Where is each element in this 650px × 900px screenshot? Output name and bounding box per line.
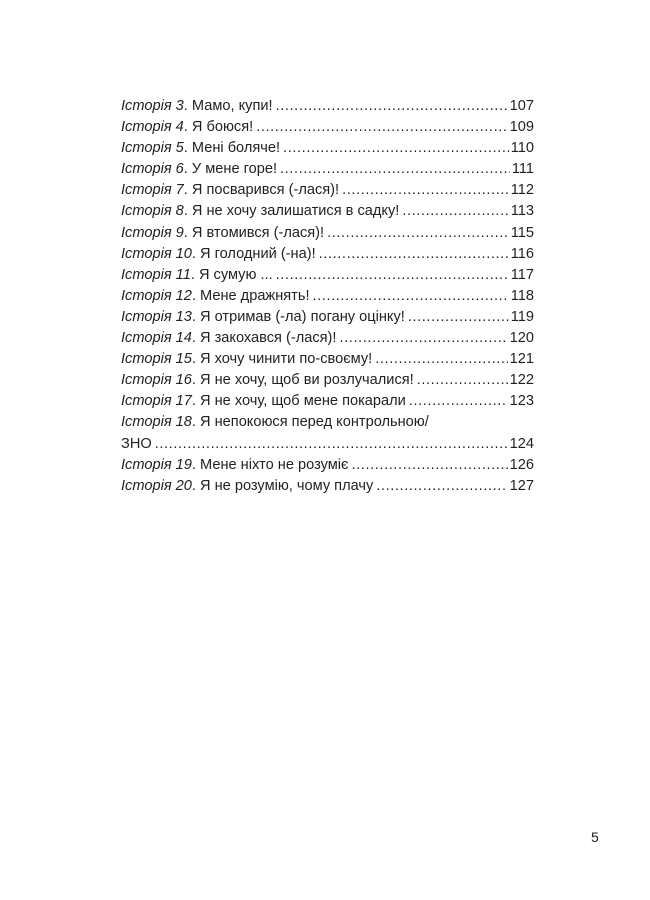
toc-entry-page: 111 xyxy=(511,161,534,178)
toc-entry-prefix: Історія 8 xyxy=(121,203,184,220)
toc-entry-prefix: Історія 12 xyxy=(121,287,192,304)
toc-entry-label: Історія 8. Я не хочу залишатися в садку! xyxy=(121,203,400,220)
toc-entry-prefix: Історія 13 xyxy=(121,308,192,325)
toc-entry-title: Я хочу чинити по-своєму! xyxy=(200,351,373,368)
toc-leader-dots xyxy=(256,117,507,138)
toc-leader-dots xyxy=(409,391,508,412)
toc-entry-page: 116 xyxy=(510,245,534,262)
toc-entry-8[interactable] xyxy=(121,201,534,222)
toc-entry-label: Історія 4. Я боюся! xyxy=(121,119,254,136)
toc-leader-dots xyxy=(342,180,509,201)
toc-entry-page: 123 xyxy=(509,393,534,410)
toc-entry-prefix: Історія 19 xyxy=(121,456,192,473)
toc-leader-dots xyxy=(352,455,508,476)
toc-entry-14[interactable] xyxy=(121,328,534,349)
toc-entry-title: Я не хочу, щоб ви розлучалися! xyxy=(200,372,414,389)
toc-entry-label: Історія 17. Я не хочу, щоб мене покарали xyxy=(121,393,406,410)
toc-entry-label: Історія 16. Я не хочу, щоб ви розлучалися! xyxy=(121,372,414,389)
toc-entry-7[interactable] xyxy=(121,180,534,201)
toc-entry-title: Я сумую ... xyxy=(198,266,273,283)
toc-leader-dots xyxy=(408,307,509,328)
toc-leader-dots xyxy=(375,349,507,370)
page-number: 5 xyxy=(591,829,599,845)
toc-leader-dots xyxy=(417,370,508,391)
toc-entry-prefix: Історія 20 xyxy=(121,477,192,494)
toc-entry-title: Я посварився (-лася)! xyxy=(191,182,340,199)
toc-entry-4[interactable] xyxy=(121,117,534,138)
toc-entry-page: 118 xyxy=(510,287,534,304)
toc-entry-title: Мамо, купи! xyxy=(191,98,273,114)
toc-entry-title: Я закохався (-лася)! xyxy=(200,330,337,347)
table-of-contents xyxy=(121,96,534,497)
toc-entry-title-line1: Я непокоюся перед контрольною/ xyxy=(200,414,429,431)
toc-entry-page: 127 xyxy=(509,477,534,494)
toc-entry-18[interactable] xyxy=(121,412,534,454)
toc-entry-prefix: Історія 17 xyxy=(121,393,192,410)
toc-entry-prefix: Історія 18 xyxy=(121,414,192,431)
toc-entry-label: Історія 14. Я закохався (-лася)! xyxy=(121,330,337,347)
toc-entry-title: Мене ніхто не розуміє xyxy=(200,456,349,473)
toc-entry-page: 109 xyxy=(509,119,534,136)
toc-entry-title: Мені боляче! xyxy=(191,140,281,157)
toc-entry-page: 122 xyxy=(509,372,534,389)
toc-entry-11[interactable] xyxy=(121,265,534,286)
toc-entry-label: Історія 6. У мене горе! xyxy=(121,161,278,178)
toc-entry-prefix: Історія 14 xyxy=(121,330,192,347)
toc-leader-dots xyxy=(376,476,507,497)
toc-entry-prefix: Історія 3 xyxy=(121,98,184,114)
toc-entry-label: Історія 9. Я втомився (-лася)! xyxy=(121,224,325,241)
toc-leader-dots xyxy=(155,434,508,455)
toc-entry-label: Історія 20. Я не розумію, чому плачу xyxy=(121,477,374,494)
toc-entry-title-line2: ЗНО xyxy=(121,435,152,452)
toc-entry-prefix: Історія 15 xyxy=(121,351,192,368)
toc-entry-title: Я не хочу залишатися в садку! xyxy=(191,203,400,220)
toc-entry-prefix: Історія 16 xyxy=(121,372,192,389)
toc-entry-prefix: Історія 4 xyxy=(121,119,184,136)
toc-entry-label: Історія 7. Я посварився (-лася)! xyxy=(121,182,340,199)
toc-entry-label: Історія 19. Мене ніхто не розуміє xyxy=(121,456,349,473)
toc-leader-dots xyxy=(402,201,508,222)
toc-leader-dots xyxy=(319,244,509,265)
toc-entry-title: Я боюся! xyxy=(191,119,254,136)
toc-entry-15[interactable] xyxy=(121,349,534,370)
toc-entry-title: Я голодний (-на)! xyxy=(200,245,316,262)
toc-leader-dots xyxy=(327,223,509,244)
toc-entry-prefix: Історія 10 xyxy=(121,245,192,262)
toc-entry-page: 121 xyxy=(509,351,534,368)
toc-entry-title: Я втомився (-лася)! xyxy=(191,224,325,241)
toc-entry-17[interactable] xyxy=(121,391,534,412)
toc-entry-10[interactable] xyxy=(121,244,534,265)
toc-entry-3[interactable] xyxy=(121,96,534,117)
toc-entry-prefix: Історія 11 xyxy=(121,266,191,283)
toc-entry-label: Історія 18. Я непокоюся перед контрольною/ xyxy=(121,414,429,431)
toc-entry-9[interactable] xyxy=(121,223,534,244)
toc-entry-page: 112 xyxy=(510,182,534,199)
toc-entry-5[interactable] xyxy=(121,138,534,159)
toc-entry-page: 124 xyxy=(509,435,534,452)
toc-entry-title: У мене горе! xyxy=(191,161,278,178)
toc-leader-dots xyxy=(276,96,508,117)
toc-leader-dots xyxy=(280,159,510,180)
toc-entry-label: Історія 15. Я хочу чинити по-своєму! xyxy=(121,351,373,368)
toc-entry-page: 119 xyxy=(510,308,534,325)
toc-entry-12[interactable] xyxy=(121,286,534,307)
toc-entry-title: Я отримав (-ла) погану оцінку! xyxy=(200,308,405,325)
toc-entry-page: 115 xyxy=(510,224,534,241)
toc-entry-16[interactable] xyxy=(121,370,534,391)
toc-entry-prefix: Історія 9 xyxy=(121,224,184,241)
toc-entry-6[interactable] xyxy=(121,159,534,180)
toc-entry-page: 126 xyxy=(509,456,534,473)
toc-entry-page: 113 xyxy=(510,203,534,220)
toc-leader-dots xyxy=(283,138,509,159)
toc-entry-13[interactable] xyxy=(121,307,534,328)
toc-entry-title: Я не хочу, щоб мене покарали xyxy=(200,393,406,410)
toc-entry-title: Я не розумію, чому плачу xyxy=(200,477,374,494)
toc-entry-label: Історія 10. Я голодний (-на)! xyxy=(121,245,316,262)
toc-entry-prefix: Історія 7 xyxy=(121,182,184,199)
toc-entry-19[interactable] xyxy=(121,455,534,476)
toc-entry-label: Історія 11. Я сумую ... xyxy=(121,266,273,283)
toc-leader-dots xyxy=(276,265,509,286)
toc-leader-dots xyxy=(339,328,507,349)
toc-entry-page: 120 xyxy=(509,330,534,347)
toc-entry-label: Історія 5. Мені боляче! xyxy=(121,140,281,157)
toc-entry-prefix: Історія 6 xyxy=(121,161,184,178)
toc-entry-page: 110 xyxy=(510,140,534,157)
toc-entry-page: 107 xyxy=(509,98,534,114)
toc-entry-prefix: Історія 5 xyxy=(121,140,184,157)
toc-entry-label: Історія 13. Я отримав (-ла) погану оцінку! xyxy=(121,308,405,325)
toc-entry-20[interactable] xyxy=(121,476,534,497)
toc-entry-label: Історія 12. Мене дражнять! xyxy=(121,287,310,304)
toc-entry-title: Мене дражнять! xyxy=(200,287,310,304)
toc-entry-page: 117 xyxy=(510,266,534,283)
toc-entry-label: Історія 3. Мамо, купи! xyxy=(121,98,273,114)
toc-leader-dots xyxy=(313,286,509,307)
